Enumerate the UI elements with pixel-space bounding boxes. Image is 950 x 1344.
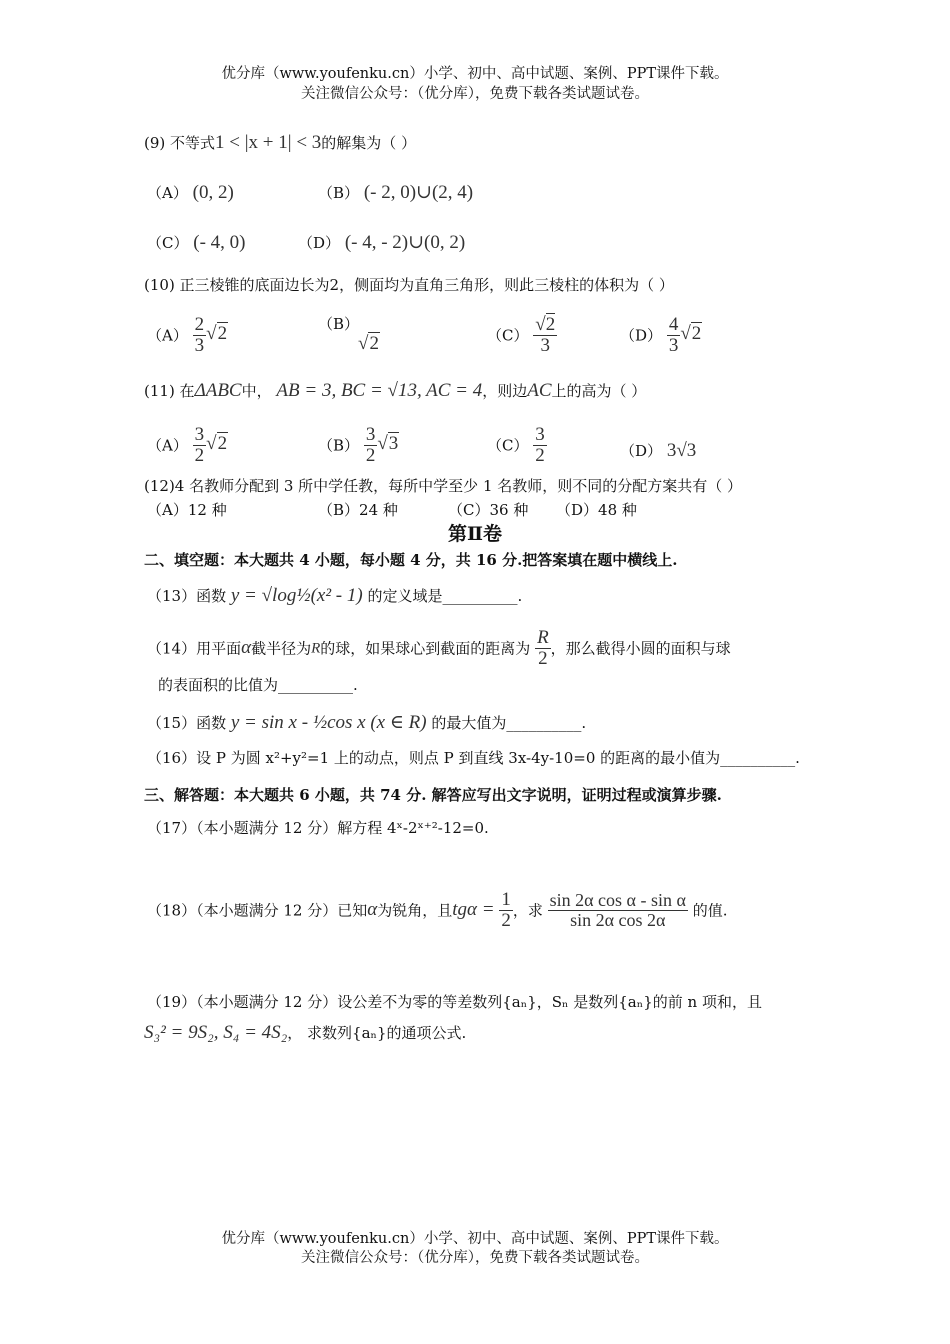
q9-option-b [318, 182, 473, 205]
q18-numerator: sin 2α cos α - sin α [549, 890, 686, 911]
q18-suffix: 的值. [692, 901, 728, 920]
q9-option-a-label: （A） [147, 184, 188, 202]
q13-function: y = √log½(x² - 1) [230, 585, 363, 606]
q11-option-b [318, 425, 399, 466]
q9-option-b-value: (- 2, 0)∪(2, 4) [363, 182, 474, 203]
question-19-line-2 [144, 1022, 466, 1045]
q11-suffix: 上的高为（ ） [551, 382, 647, 400]
q14-part-d: ，那么截得小圆的面积与球 [550, 639, 731, 658]
q10-option-d [620, 315, 702, 356]
q18-prefix: （18）（本小题满分 12 分）已知 [147, 901, 368, 920]
q12-option-c: （C）36 种 [448, 501, 529, 519]
q9-option-c [147, 232, 246, 255]
q11-conditions: AB = 3, BC = √13, AC = 4 [276, 380, 483, 401]
q10-option-b [318, 315, 380, 356]
q10-a-fraction: $\frac{2}{3}$ [194, 314, 205, 356]
q10-option-c-label: （C） [487, 326, 529, 345]
q18-expression-fraction [548, 891, 688, 930]
q12-option-d: （D）48 种 [556, 501, 637, 519]
q11-a-fraction: $\frac{3}{2}$ [194, 424, 205, 466]
question-18 [147, 890, 727, 931]
q10-option-b-label: （B） [318, 315, 360, 333]
q14-fraction: $\frac{R}{2}$ [537, 627, 549, 669]
q11-prefix: (11) 在 [144, 382, 195, 400]
q9-prefix: (9) 不等式 [144, 134, 216, 152]
question-16: （16）设 P 为圆 x²+y²=1 上的动点，则点 P 到直线 3x-4y-10=0 的距离的最小值为__________. [147, 749, 800, 767]
q11-option-a [147, 425, 228, 466]
q12-option-b: （B）24 种 [318, 501, 398, 519]
q18-mid2: ，求 [512, 901, 543, 920]
q13-prefix: （13）函数 [147, 587, 227, 605]
q10-option-c [487, 315, 557, 356]
q13-suffix: 的定义域是__________. [367, 587, 523, 605]
q9-option-c-label: （C） [147, 234, 189, 252]
q11-c-fraction: $\frac{3}{2}$ [535, 424, 545, 466]
question-13 [147, 585, 522, 608]
q18-alpha: α [367, 899, 378, 921]
q10-d-fraction: $\frac{4}{3}$ [668, 314, 679, 356]
question-15 [147, 712, 586, 735]
q11-edge: AC [527, 380, 552, 401]
section-3-heading: 三、解答题：本大题共 6 小题，共 74 分. 解答应写出文字说明，证明过程或演算步骤. [144, 786, 722, 804]
q11-option-b-label: （B） [318, 436, 360, 455]
q11-option-c-label: （C） [487, 436, 529, 455]
question-14-line-1 [147, 628, 731, 669]
q11-b-fraction: $\frac{3}{2}$ [365, 424, 376, 466]
q11-a-sqrt: √2 [206, 433, 228, 455]
q9-option-a-value: (0, 2) [192, 182, 234, 203]
q9-option-d-value: (- 4, - 2)∪(0, 2) [344, 232, 466, 253]
q11-option-a-label: （A） [147, 436, 188, 455]
question-10: (10) 正三棱锥的底面边长为2，侧面均为直角三角形，则此三棱柱的体积为（ ） [144, 276, 674, 294]
q14-part-c: 的球，如果球心到截面的距离为 [320, 639, 531, 658]
q9-inequality: 1 < |x + 1| < 3 [215, 132, 322, 153]
q10-option-a-label: （A） [147, 326, 188, 345]
q11-option-d-label: （D） [620, 442, 663, 460]
q11-triangle: ΔABC [194, 380, 242, 401]
q14-part-b: 截半径为 [251, 639, 312, 658]
question-17: （17）（本小题满分 12 分）解方程 4ˣ-2ˣ⁺²-12=0. [147, 819, 489, 837]
question-9 [144, 132, 416, 155]
q9-suffix: 的解集为（ ） [321, 134, 417, 152]
footer-line-2: 关注微信公众号：（优分库），免费下载各类试题试卷。 [301, 1250, 649, 1266]
q10-option-d-label: （D） [620, 326, 663, 345]
q19-conditions: S₃² = 9S₂, S₄ = 4S₂ [144, 1022, 288, 1043]
question-19-line-1: （19）（本小题满分 12 分）设公差不为零的等差数列{aₙ}，Sₙ 是数列{aₙ}的前 n 项和，且 [147, 993, 762, 1011]
q11-option-d-value: 3√3 [666, 440, 697, 461]
q10-a-sqrt: √2 [206, 323, 228, 345]
q11-option-d [620, 440, 696, 463]
q9-option-c-value: (- 4, 0) [193, 232, 246, 253]
q10-b-sqrt: √2 [358, 333, 379, 354]
q12-option-a: （A）12 种 [147, 501, 227, 519]
q15-function: y = sin x - ½cos x (x ∈ R) [230, 712, 427, 733]
section-2-heading: 二、填空题：本大题共 4 小题，每小题 4 分，共 16 分.把答案填在题中横线上. [144, 551, 678, 569]
q11-b-sqrt: √3 [377, 433, 399, 455]
q19-line-2-text: ， 求数列{aₙ}的通项公式. [287, 1024, 467, 1042]
q10-c-fraction: $\frac{√2}{3}$ [535, 314, 556, 356]
question-14-line-2: 的表面积的比值为__________. [158, 676, 358, 694]
q10-option-a [147, 315, 228, 356]
q14-part-a: （14）用平面 [147, 639, 242, 658]
part-2-title: 第Ⅱ卷 [447, 523, 502, 545]
header-line-2: 关注微信公众号：（优分库），免费下载各类试题试卷。 [301, 86, 649, 102]
q11-option-c [487, 425, 547, 466]
q9-option-a [147, 182, 234, 205]
q18-tan-fraction: $\frac{1}{2}$ [501, 889, 511, 931]
q14-alpha: α [241, 637, 252, 659]
q9-option-d [298, 232, 465, 255]
q10-d-sqrt: √2 [680, 323, 702, 345]
header-line-1: 优分库（www.youfenku.cn）小学、初中、高中试题、案例、PPT课件下载。 [221, 66, 729, 82]
q14-radius: R [311, 640, 321, 657]
q9-option-d-label: （D） [298, 234, 341, 252]
q18-mid: 为锐角，且 [377, 901, 453, 920]
q15-prefix: （15）函数 [147, 714, 227, 732]
q11-mid: 中， [241, 382, 272, 400]
q9-option-b-label: （B） [318, 184, 360, 202]
question-12: (12)4 名教师分配到 3 所中学任教，每所中学至少 1 名教师，则不同的分配方案共有（ ） [144, 477, 743, 495]
q15-suffix: 的最大值为__________. [431, 714, 587, 732]
q18-tangent: tgα = [452, 899, 495, 921]
footer-line-1: 优分库（www.youfenku.cn）小学、初中、高中试题、案例、PPT课件下载。 [221, 1231, 729, 1247]
q18-denominator: sin 2α cos 2α [548, 910, 688, 930]
q11-mid2: ，则边 [482, 382, 528, 400]
question-11 [144, 380, 646, 403]
